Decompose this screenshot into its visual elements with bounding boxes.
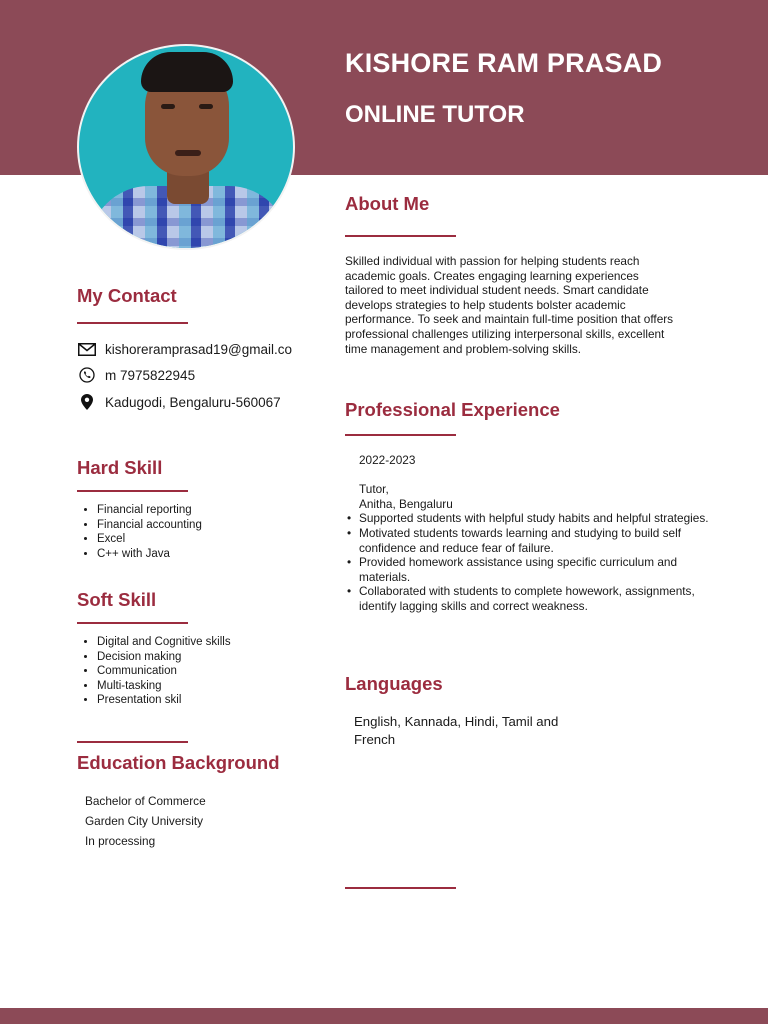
soft-skill-list: [77, 635, 231, 708]
profile-photo: [77, 44, 295, 250]
list-item: • Motivated students towards learning and studying to build self confidence and reduce fear of failure.: [347, 526, 717, 555]
email-text: kishoreramprasad19@gmail.co: [105, 341, 293, 357]
education-heading: Education Background: [77, 752, 280, 773]
languages-text: English, Kannada, Hindi, Tamil and French: [354, 714, 559, 747]
soft-skill-divider: [77, 622, 188, 624]
list-item: • Digital and Cognitive skills: [97, 635, 231, 650]
experience-title: Tutor,: [359, 482, 389, 497]
contact-divider: [77, 322, 188, 324]
person-name: KISHORE RAM PRASAD: [345, 48, 663, 78]
languages-heading: Languages: [345, 673, 443, 694]
list-item: • Financial reporting: [97, 503, 202, 518]
list-item: • Collaborated with students to complete howework, assignments, identify lagging skills and correct weakness.: [347, 584, 717, 613]
phone-text: m 7975822945: [105, 367, 196, 383]
list-item: • Financial accounting: [97, 518, 202, 533]
list-item: • Communication: [97, 664, 231, 679]
list-item: • Decision making: [97, 650, 231, 665]
list-item: • Supported students with helpful study habits and helpful strategies.: [347, 511, 717, 526]
hard-skill-heading: Hard Skill: [77, 457, 163, 478]
experience-employer: Anitha, Bengaluru: [359, 496, 453, 511]
education-divider: [77, 741, 188, 743]
location-pin-icon: [77, 394, 97, 410]
about-text: Skilled individual with passion for helping students reach academic goals. Creates engaging learning experiences tailored to meet individual student needs. Smart candidate develops strategies to help students bolster academic performance. To seek and maintain full-time position that offers professional challenges utilizing interpersonal skills, excellent time management and problem-solving skills.: [345, 254, 674, 356]
contact-phone[interactable]: [77, 367, 195, 383]
job-title: ONLINE TUTOR: [345, 101, 525, 128]
address-text: Kadugodi, Bengaluru-560067: [105, 394, 281, 410]
hard-skill-divider: [77, 490, 188, 492]
about-heading: About Me: [345, 193, 430, 214]
experience-divider: [345, 434, 456, 436]
contact-heading: My Contact: [77, 285, 177, 306]
footer-band: [0, 1008, 768, 1024]
list-item: • C++ with Java: [97, 547, 202, 562]
education-status: In processing: [85, 834, 156, 848]
list-item: • Multi-tasking: [97, 679, 231, 694]
list-item: • Provided homework assistance using specific curriculum and materials.: [347, 555, 717, 584]
soft-skill-heading: Soft Skill: [77, 589, 157, 610]
contact-email[interactable]: [77, 341, 292, 357]
experience-period: 2022-2023: [359, 453, 416, 467]
about-divider: [345, 235, 456, 237]
experience-heading: Professional Experience: [345, 399, 560, 420]
education-institution: Garden City University: [85, 814, 204, 828]
experience-entry: [359, 453, 729, 614]
list-item: • Excel: [97, 532, 202, 547]
experience-bullets: [347, 511, 717, 613]
contact-address: [77, 394, 281, 410]
hard-skill-list: [77, 503, 202, 561]
education-degree: Bachelor of Commerce: [85, 794, 206, 808]
mail-icon: [77, 341, 97, 357]
bottom-divider: [345, 887, 456, 889]
phone-icon: [77, 367, 97, 383]
list-item: • Presentation skil: [97, 693, 231, 708]
